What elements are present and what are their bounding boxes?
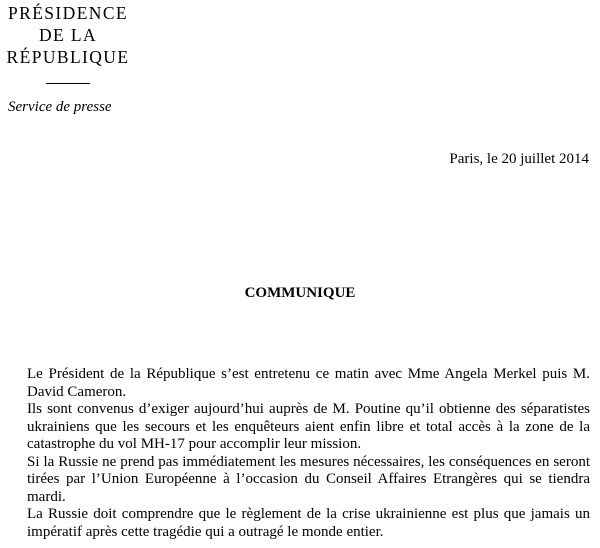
paragraph: Le Président de la République s’est entretenu ce matin avec Mme Angela Merkel puis M. David Cameron. (27, 366, 590, 400)
dateline: Paris, le 20 juillet 2014 (449, 151, 589, 167)
communique-body (27, 366, 590, 541)
paragraph: La Russie doit comprendre que le règlement de la crise ukrainienne est plus que jamais un impératif après cette tragédie qui a outragé le monde entier. (27, 506, 590, 540)
document-title: COMMUNIQUE (244, 285, 356, 301)
paragraph: Si la Russie ne prend pas immédiatement les mesures nécessaires, les conséquences en seront tirées par l’Union Européenne à l’occasion du Conseil Affaires Etrangères qui se tiendra mardi. (27, 453, 590, 505)
letterhead (4, 2, 132, 84)
letterhead-divider (46, 83, 90, 84)
paragraph: Ils sont convenus d’exiger aujourd’hui auprès de M. Poutine qu’il obtienne des séparatistes ukrainiens que les secours et les enquêteurs aient enfin libre et total accès à la zone de la catastrophe du vol MH-17 pour accomplir leur mission. (27, 401, 590, 452)
service-label: Service de presse (8, 99, 112, 115)
letterhead-line-2: DE LA (38, 25, 98, 45)
letterhead-line-3: RÉPUBLIQUE (6, 47, 130, 67)
letterhead-line-1: PRÉSIDENCE (8, 3, 128, 23)
